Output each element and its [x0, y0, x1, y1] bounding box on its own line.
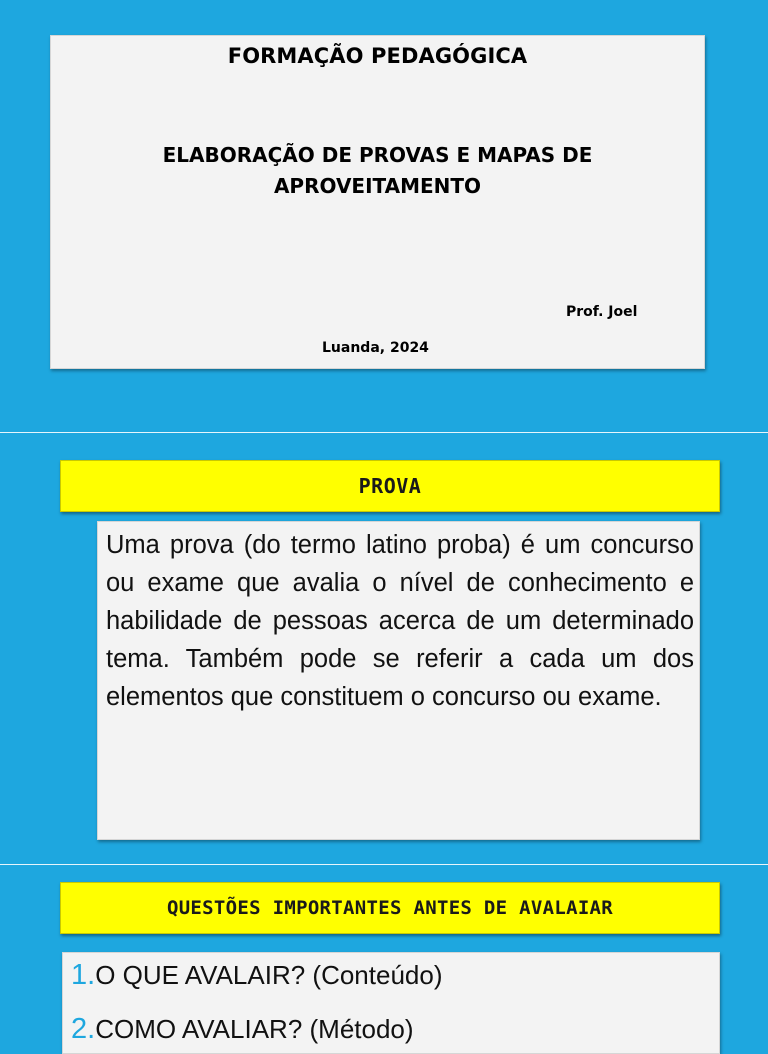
- slide-divider: [0, 864, 768, 865]
- prova-definition-card: [97, 521, 700, 840]
- prova-definition-text: Uma prova (do termo latino proba) é um concurso ou exame que avalia o nível de conhecimento e habilidade de pessoas acerca de um determinado tema. Também pode se referir a cada um dos elementos que constituem o concurso ou exame.: [106, 531, 694, 711]
- place-date: Luanda, 2024: [322, 340, 429, 356]
- list-item-text: COMO AVALIAR? (Método): [95, 1014, 414, 1044]
- prova-slide: [0, 434, 768, 864]
- list-item-number: 1.: [71, 959, 96, 991]
- topic-line-1: ELABORAÇÃO DE PROVAS E MAPAS DE: [162, 143, 593, 167]
- list-item-text: O QUE AVALAIR? (Conteúdo): [95, 960, 443, 990]
- list-item-number: 2.: [71, 1013, 96, 1045]
- questions-list-card: [62, 952, 720, 1054]
- topic-line-2: APROVEITAMENTO: [273, 174, 482, 198]
- list-item: [71, 1013, 414, 1046]
- course-title: FORMAÇÃO PEDAGÓGICA: [227, 44, 528, 68]
- slide-divider: [0, 432, 768, 433]
- prova-heading: PROVA: [60, 460, 720, 512]
- title-card: [50, 35, 705, 369]
- list-item: [71, 959, 443, 992]
- questions-heading: QUESTÕES IMPORTANTES ANTES DE AVALAIAR: [60, 882, 720, 934]
- questions-slide: [0, 866, 768, 1045]
- topic-title: [51, 140, 704, 202]
- title-slide: [0, 0, 768, 432]
- author: Prof. Joel: [566, 304, 638, 320]
